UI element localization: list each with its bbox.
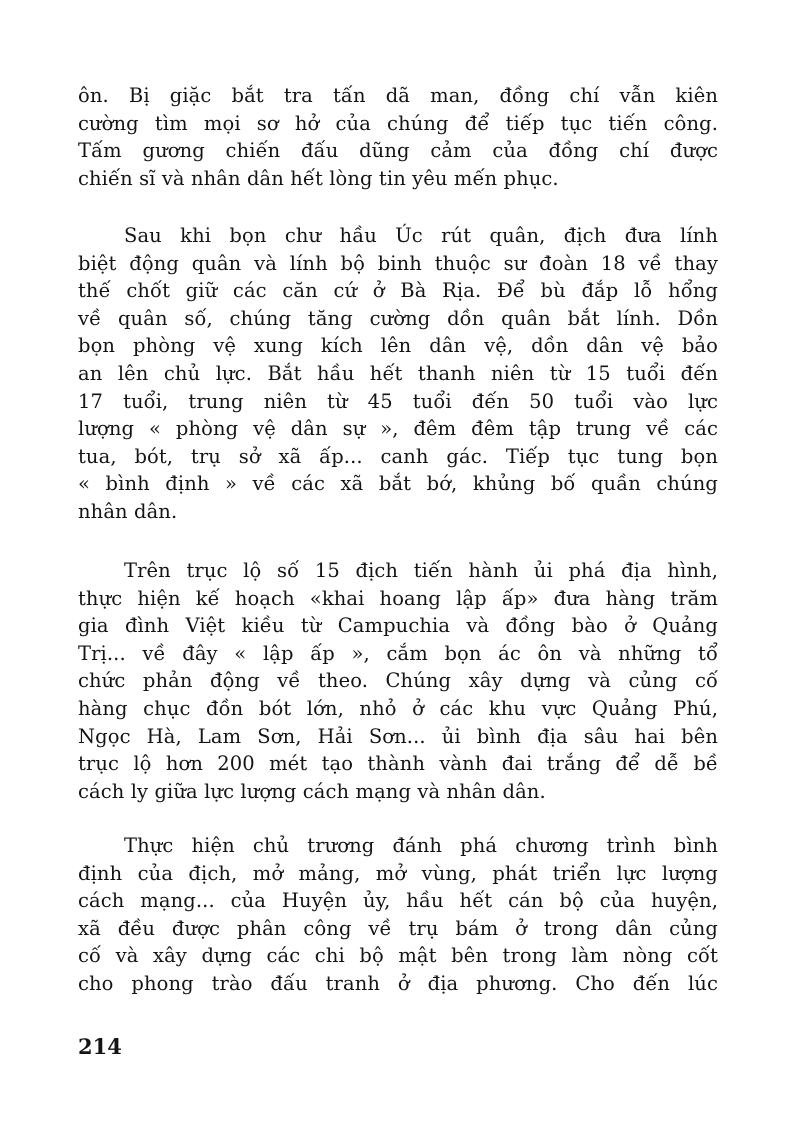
text-line: cách ly giữa lực lượng cách mạng và nhân dân. xyxy=(78,779,546,803)
text-line: chiến sĩ và nhân dân hết lòng tin yêu mến phục. xyxy=(78,166,559,190)
text-line: lượng « phòng vệ dân sự », đêm đêm tập trung về các xyxy=(78,417,718,441)
text-line: hàng chục đồn bót lớn, nhỏ ở các khu vực Quảng Phú, xyxy=(78,696,718,720)
text-line: gia đình Việt kiều từ Campuchia và đồng bào ở Quảng xyxy=(78,614,718,638)
text-line: ôn. Bị giặc bắt tra tấn dã man, đồng chí vẫn kiên xyxy=(78,84,718,107)
text-line: thế chốt giữ các căn cứ ở Bà Rịa. Để bù đắp lỗ hổng xyxy=(78,279,718,303)
text-line: bọn phòng vệ xung kích lên dân vệ, dồn dân vệ bảo xyxy=(78,334,718,358)
page-number: 214 xyxy=(78,1034,122,1059)
text-line: xã đều được phân công về trụ bám ở trong dân củng xyxy=(78,916,718,940)
text-line: định của địch, mở mảng, mở vùng, phát triển lực lượng xyxy=(78,861,718,885)
text-line: về quân số, chúng tăng cường dồn quân bắt lính. Dồn xyxy=(78,306,718,330)
text-line: Ngọc Hà, Lam Sơn, Hải Sơn... ủi bình địa sâu hai bên xyxy=(78,724,718,748)
text-line: « bình định » về các xã bắt bớ, khủng bố quần chúng xyxy=(78,472,718,496)
text-line: nhân dân. xyxy=(78,499,178,523)
text-line: cách mạng... của Huyện ủy, hầu hết cán bộ của huyện, xyxy=(78,889,718,913)
text-line: Trị... về đây « lập ấp », cắm bọn ác ôn và những tổ xyxy=(78,641,718,665)
paragraph-4 xyxy=(78,832,718,998)
text-line: cường tìm mọi sơ hở của chúng để tiếp tục tiến công. xyxy=(78,111,718,135)
text-line: tua, bót, trụ sở xã ấp... canh gác. Tiếp tục tung bọn xyxy=(78,444,718,468)
text-line: cố và xây dựng các chi bộ mật bên trong làm nòng cốt xyxy=(78,944,718,968)
text-line: biệt động quân và lính bộ binh thuộc sư đoàn 18 về thay xyxy=(78,251,718,275)
text-line: Sau khi bọn chư hầu Úc rút quân, địch đưa lính xyxy=(124,224,718,247)
paragraph-1 xyxy=(78,82,718,192)
text-line: trục lộ hơn 200 mét tạo thành vành đai trắng để dễ bề xyxy=(78,752,718,776)
text-line: chức phản động về theo. Chúng xây dựng và củng cố xyxy=(78,669,718,693)
text-line: thực hiện kế hoạch «khai hoang lập ấp» đưa hàng trăm xyxy=(78,586,718,610)
text-line: Tấm gương chiến đấu dũng cảm của đồng chí được xyxy=(78,139,718,163)
paragraph-2 xyxy=(78,222,718,526)
text-line: an lên chủ lực. Bắt hầu hết thanh niên từ 15 tuổi đến xyxy=(78,361,718,385)
text-line: Thực hiện chủ trương đánh phá chương trình bình xyxy=(124,834,718,857)
text-line: cho phong trào đấu tranh ở địa phương. Cho đến lúc xyxy=(78,971,718,995)
paragraph-3 xyxy=(78,557,718,805)
text-line: 17 tuổi, trung niên từ 45 tuổi đến 50 tuổi vào lực xyxy=(78,389,718,413)
text-line: Trên trục lộ số 15 địch tiến hành ủi phá địa hình, xyxy=(124,559,718,582)
